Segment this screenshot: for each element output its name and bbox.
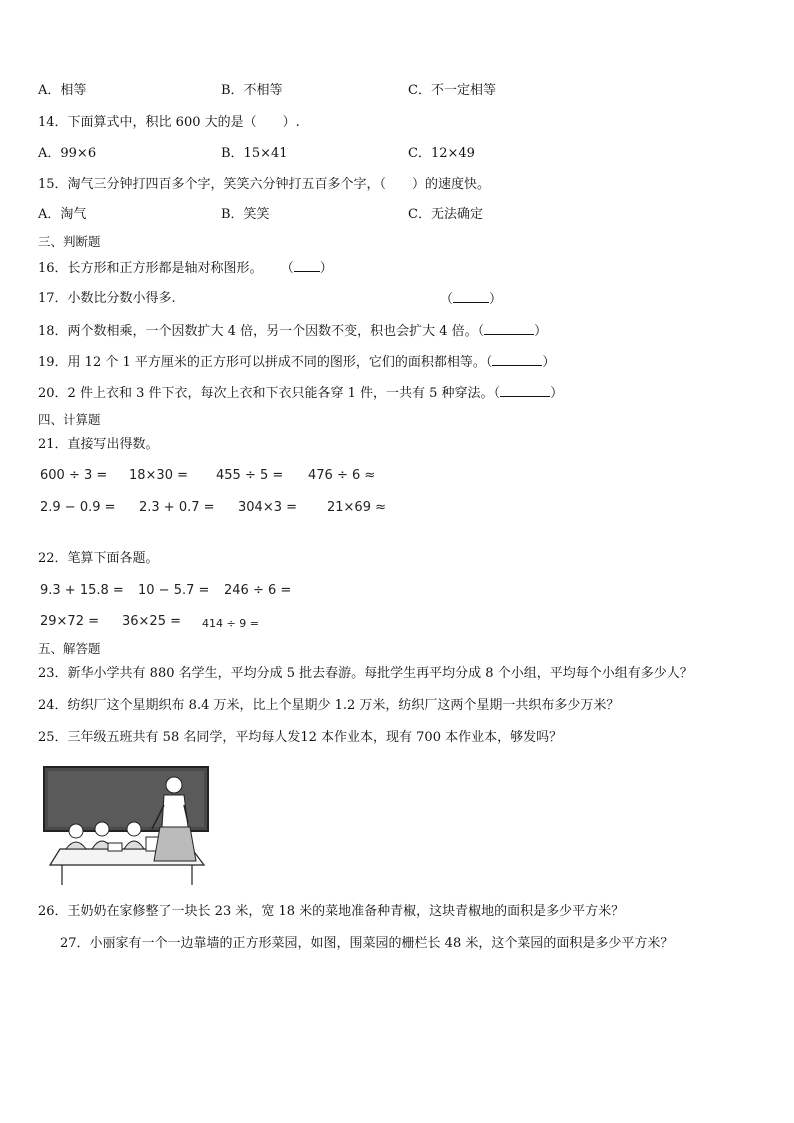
q24: 24．纺织厂这个星期织布 8.4 万米，比上个星期少 1.2 万米，纺织厂这两个星期一共织布多少万米？ [38, 698, 620, 713]
q17-text: 17．小数比分数小得多. [38, 291, 176, 306]
q22-item: 29×72 = [40, 614, 100, 629]
q15-option-a: A．淘气 [38, 207, 87, 222]
section-heading-calculation: 四、计算题 [38, 412, 101, 427]
q27: 27．小丽家有一个一边靠墙的正方形菜园，如图，围菜园的栅栏长 48 米，这个菜园的面积是多少平方米？ [60, 936, 674, 951]
q21-item: 304×3 = [238, 500, 298, 515]
q18-answer-blank[interactable] [484, 322, 534, 335]
q20 [38, 384, 563, 403]
q19-text: 19．用 12 个 1 平方厘米的正方形可以拼成不同的图形，它们的面积都相等。 [38, 355, 486, 370]
q18-paren-open: （ [477, 324, 485, 339]
q19-paren-close: ） [542, 355, 556, 370]
q17-answer [440, 290, 502, 309]
q20-paren-close: ） [550, 386, 564, 401]
q22-item: 9.3 + 15.8 = [40, 583, 124, 598]
q19-answer-blank[interactable] [492, 353, 542, 366]
q13-option-c: C．不一定相等 [408, 83, 496, 98]
q21-item: 476 ÷ 6 ≈ [308, 468, 376, 483]
q21-stem: 21．直接写出得数。 [38, 437, 159, 452]
q15-stem: 15．淘气三分钟打四百多个字，笑笑六分钟打五百多个字，（ ）的速度快。 [38, 177, 491, 192]
classroom-illustration [42, 765, 210, 887]
section-heading-word-problems: 五、解答题 [38, 641, 101, 656]
q13-option-a: A．相等 [38, 83, 87, 98]
q22-item: 36×25 = [122, 614, 182, 629]
q14-option-c: C．12×49 [408, 146, 475, 161]
section-heading-judgement: 三、判断题 [38, 234, 101, 249]
q26: 26．王奶奶在家修整了一块长 23 米，宽 18 米的菜地准备种青椒，这块青椒地的面积是多少平方米？ [38, 904, 625, 919]
q17-paren-open: （ [440, 292, 454, 307]
q14-option-b: B．15×41 [221, 146, 288, 161]
q16-answer-blank[interactable] [294, 259, 320, 272]
q20-text: 20．2 件上衣和 3 件下衣，每次上衣和下衣只能各穿 1 件，一共有 5 种穿法。 [38, 386, 494, 401]
q17-paren-close: ） [489, 292, 503, 307]
q21-item: 18×30 = [129, 468, 189, 483]
q23: 23．新华小学共有 880 名学生，平均分成 5 批去春游。每批学生再平均分成 8 个小组，平均每个小组有多少人？ [38, 666, 693, 681]
q13-option-b: B．不相等 [221, 83, 283, 98]
q21-item: 2.3 + 0.7 = [139, 500, 215, 515]
q18-text: 18．两个数相乘，一个因数扩大 4 倍，另一个因数不变，积也会扩大 4 倍。 [38, 324, 478, 339]
q15-option-b: B．笑笑 [221, 207, 270, 222]
q22-item: 414 ÷ 9 = [202, 617, 259, 630]
q17-answer-blank[interactable] [453, 290, 489, 303]
q22-item: 246 ÷ 6 = [224, 583, 292, 598]
q21-item: 2.9 − 0.9 = [40, 500, 116, 515]
q17 [38, 290, 176, 308]
q25: 25．三年级五班共有 58 名同学，平均每人发12 本作业本，现有 700 本作业本，够发吗？ [38, 730, 563, 745]
q18 [38, 322, 547, 341]
q22-stem: 22．笔算下面各题。 [38, 551, 159, 566]
q20-answer-blank[interactable] [500, 384, 550, 397]
q19-paren-open: （ [485, 355, 493, 370]
q16-paren-open: （ [280, 261, 294, 276]
q21-item: 455 ÷ 5 = [216, 468, 284, 483]
q14-stem: 14．下面算式中，积比 600 大的是（ ）. [38, 115, 300, 130]
q14-option-a: A．99×6 [38, 146, 97, 161]
q21-item: 600 ÷ 3 = [40, 468, 108, 483]
q15-option-c: C．无法确定 [408, 207, 483, 222]
q16 [38, 259, 333, 278]
q19 [38, 353, 555, 372]
q20-paren-open: （ [493, 386, 501, 401]
q18-paren-close: ） [534, 324, 548, 339]
q16-paren-close: ） [319, 261, 333, 276]
q16-text: 16．长方形和正方形都是轴对称图形。 [38, 261, 263, 276]
q22-item: 10 − 5.7 = [138, 583, 210, 598]
q21-item: 21×69 ≈ [327, 500, 387, 515]
